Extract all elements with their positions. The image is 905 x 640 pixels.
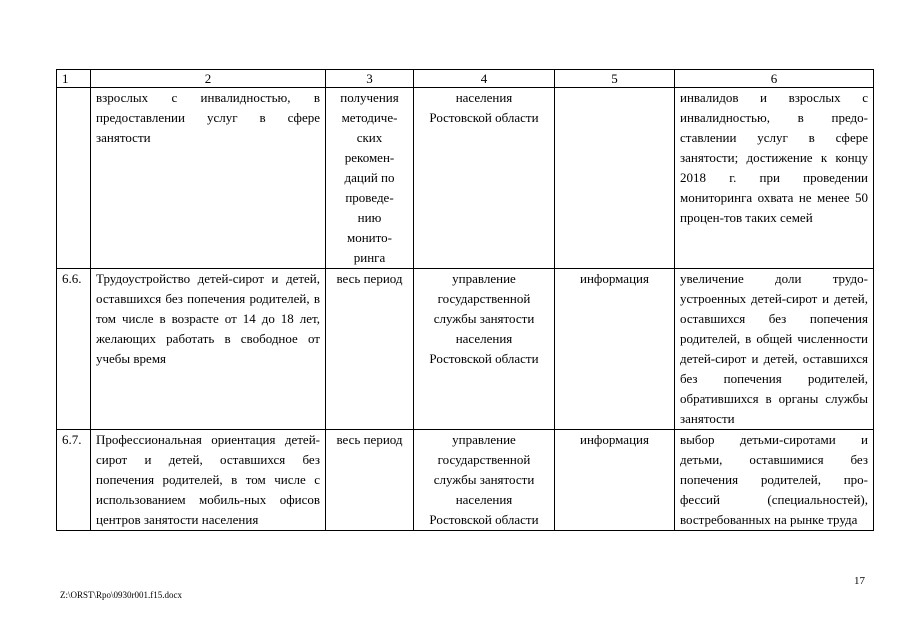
action-cell: взрослых с инвалидностью, в предоставлении услуг в сфере занятости	[91, 88, 326, 269]
row-number-cell: 6.7.	[57, 430, 91, 531]
executor-cell: управление государственной службы занятости населения Ростовской области	[414, 430, 555, 531]
column-number-4: 4	[414, 70, 555, 88]
row-number-cell: 6.6.	[57, 269, 91, 430]
form-cell: информация	[555, 269, 675, 430]
plan-table	[56, 69, 874, 531]
row-number-cell	[57, 88, 91, 269]
result-cell: выбор детьми-сиротами и детьми, оставшимися без попечения родителей, про-фессий (специальностей), востребованных на рынке труда	[675, 430, 874, 531]
executor-cell: управление государственной службы занятости населения Ростовской области	[414, 269, 555, 430]
file-path-footer: Z:\ORST\Rpo\0930r001.f15.docx	[60, 590, 182, 600]
page-number: 17	[854, 575, 865, 587]
table-row	[57, 269, 874, 430]
table-header-row	[57, 70, 874, 88]
term-cell: весь период	[326, 430, 414, 531]
action-cell: Профессиональная ориентация детей-сирот и детей, оставшихся без попечения родителей, в том числе с использованием мобиль-ных офисов центров занятости населения	[91, 430, 326, 531]
form-cell: информация	[555, 430, 675, 531]
column-number-2: 2	[91, 70, 326, 88]
action-cell: Трудоустройство детей-сирот и детей, оставшихся без попечения родителей, в том числе в возрасте от 14 до 18 лет, желающих работать в свободное от учебы время	[91, 269, 326, 430]
table-row	[57, 430, 874, 531]
column-number-5: 5	[555, 70, 675, 88]
table-row	[57, 88, 874, 269]
column-number-1: 1	[57, 70, 91, 88]
executor-cell: населения Ростовской области	[414, 88, 555, 269]
column-number-3: 3	[326, 70, 414, 88]
term-cell: весь период	[326, 269, 414, 430]
form-cell	[555, 88, 675, 269]
column-number-6: 6	[675, 70, 874, 88]
result-cell: увеличение доли трудо-устроенных детей-сирот и детей, оставшихся без попечения родителей, в общей численности детей-сирот и детей, оставшихся без попечения родителей, обратившихся в органы службы занятости	[675, 269, 874, 430]
term-cell: получения методиче- ских рекомен- даций по проведе- нию монито- ринга	[326, 88, 414, 269]
result-cell: инвалидов и взрослых с инвалидностью, в предо-ставлении услуг в сфере занятости; достижение к концу 2018 г. при проведении мониторинга охвата не менее 50 процен-тов таких семей	[675, 88, 874, 269]
